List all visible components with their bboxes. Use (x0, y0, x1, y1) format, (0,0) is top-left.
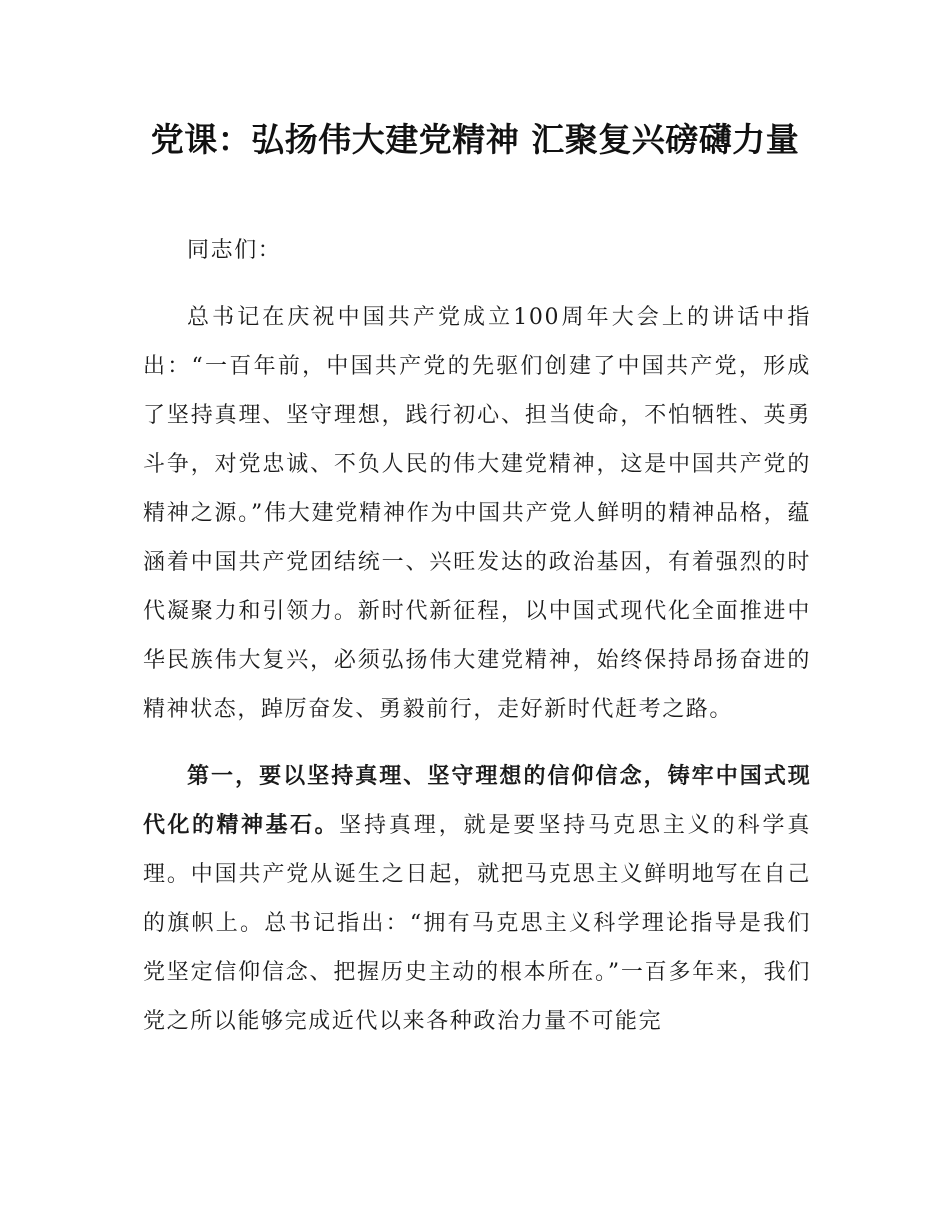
paragraph-2-lead: 第一，要以坚持真理、坚守理想的信仰信念，铸牢中国式现代化的精神基石。 (143, 764, 811, 838)
document-body (143, 226, 811, 1046)
salutation: 同志们： (187, 238, 282, 263)
paragraph-2-rest: 坚持真理，就是要坚持马克思主义的科学真理。中国共产党从诞生之日起，就把马克思主义鲜明地写在自己的旗帜上。总书记指出：“拥有马克思主义科学理论指导是我们党坚定信仰信念、把握历史主动的根本所在。”一百多年来，我们党之所以能够完成近代以来各种政治力量不可能完 (143, 813, 811, 1034)
paragraph-1: 总书记在庆祝中国共产党成立100周年大会上的讲话中指出：“一百年前，中国共产党的先驱们创建了中国共产党，形成了坚持真理、坚守理想，践行初心、担当使命，不怕牺牲、英勇斗争，对党忠诚、不负人民的伟大建党精神，这是中国共产党的精神之源。”伟大建党精神作为中国共产党人鲜明的精神品格，蕴涵着中国共产党团结统一、兴旺发达的政治基因，有着强烈的时代凝聚力和引领力。新时代新征程，以中国式现代化全面推进中华民族伟大复兴，必须弘扬伟大建党精神，始终保持昂扬奋进的精神状态，踔厉奋发、勇毅前行，走好新时代赶考之路。 (143, 305, 811, 722)
paragraph-2 (143, 752, 811, 1046)
document-title: 党课：弘扬伟大建党精神 汇聚复兴磅礴力量 (150, 120, 800, 159)
